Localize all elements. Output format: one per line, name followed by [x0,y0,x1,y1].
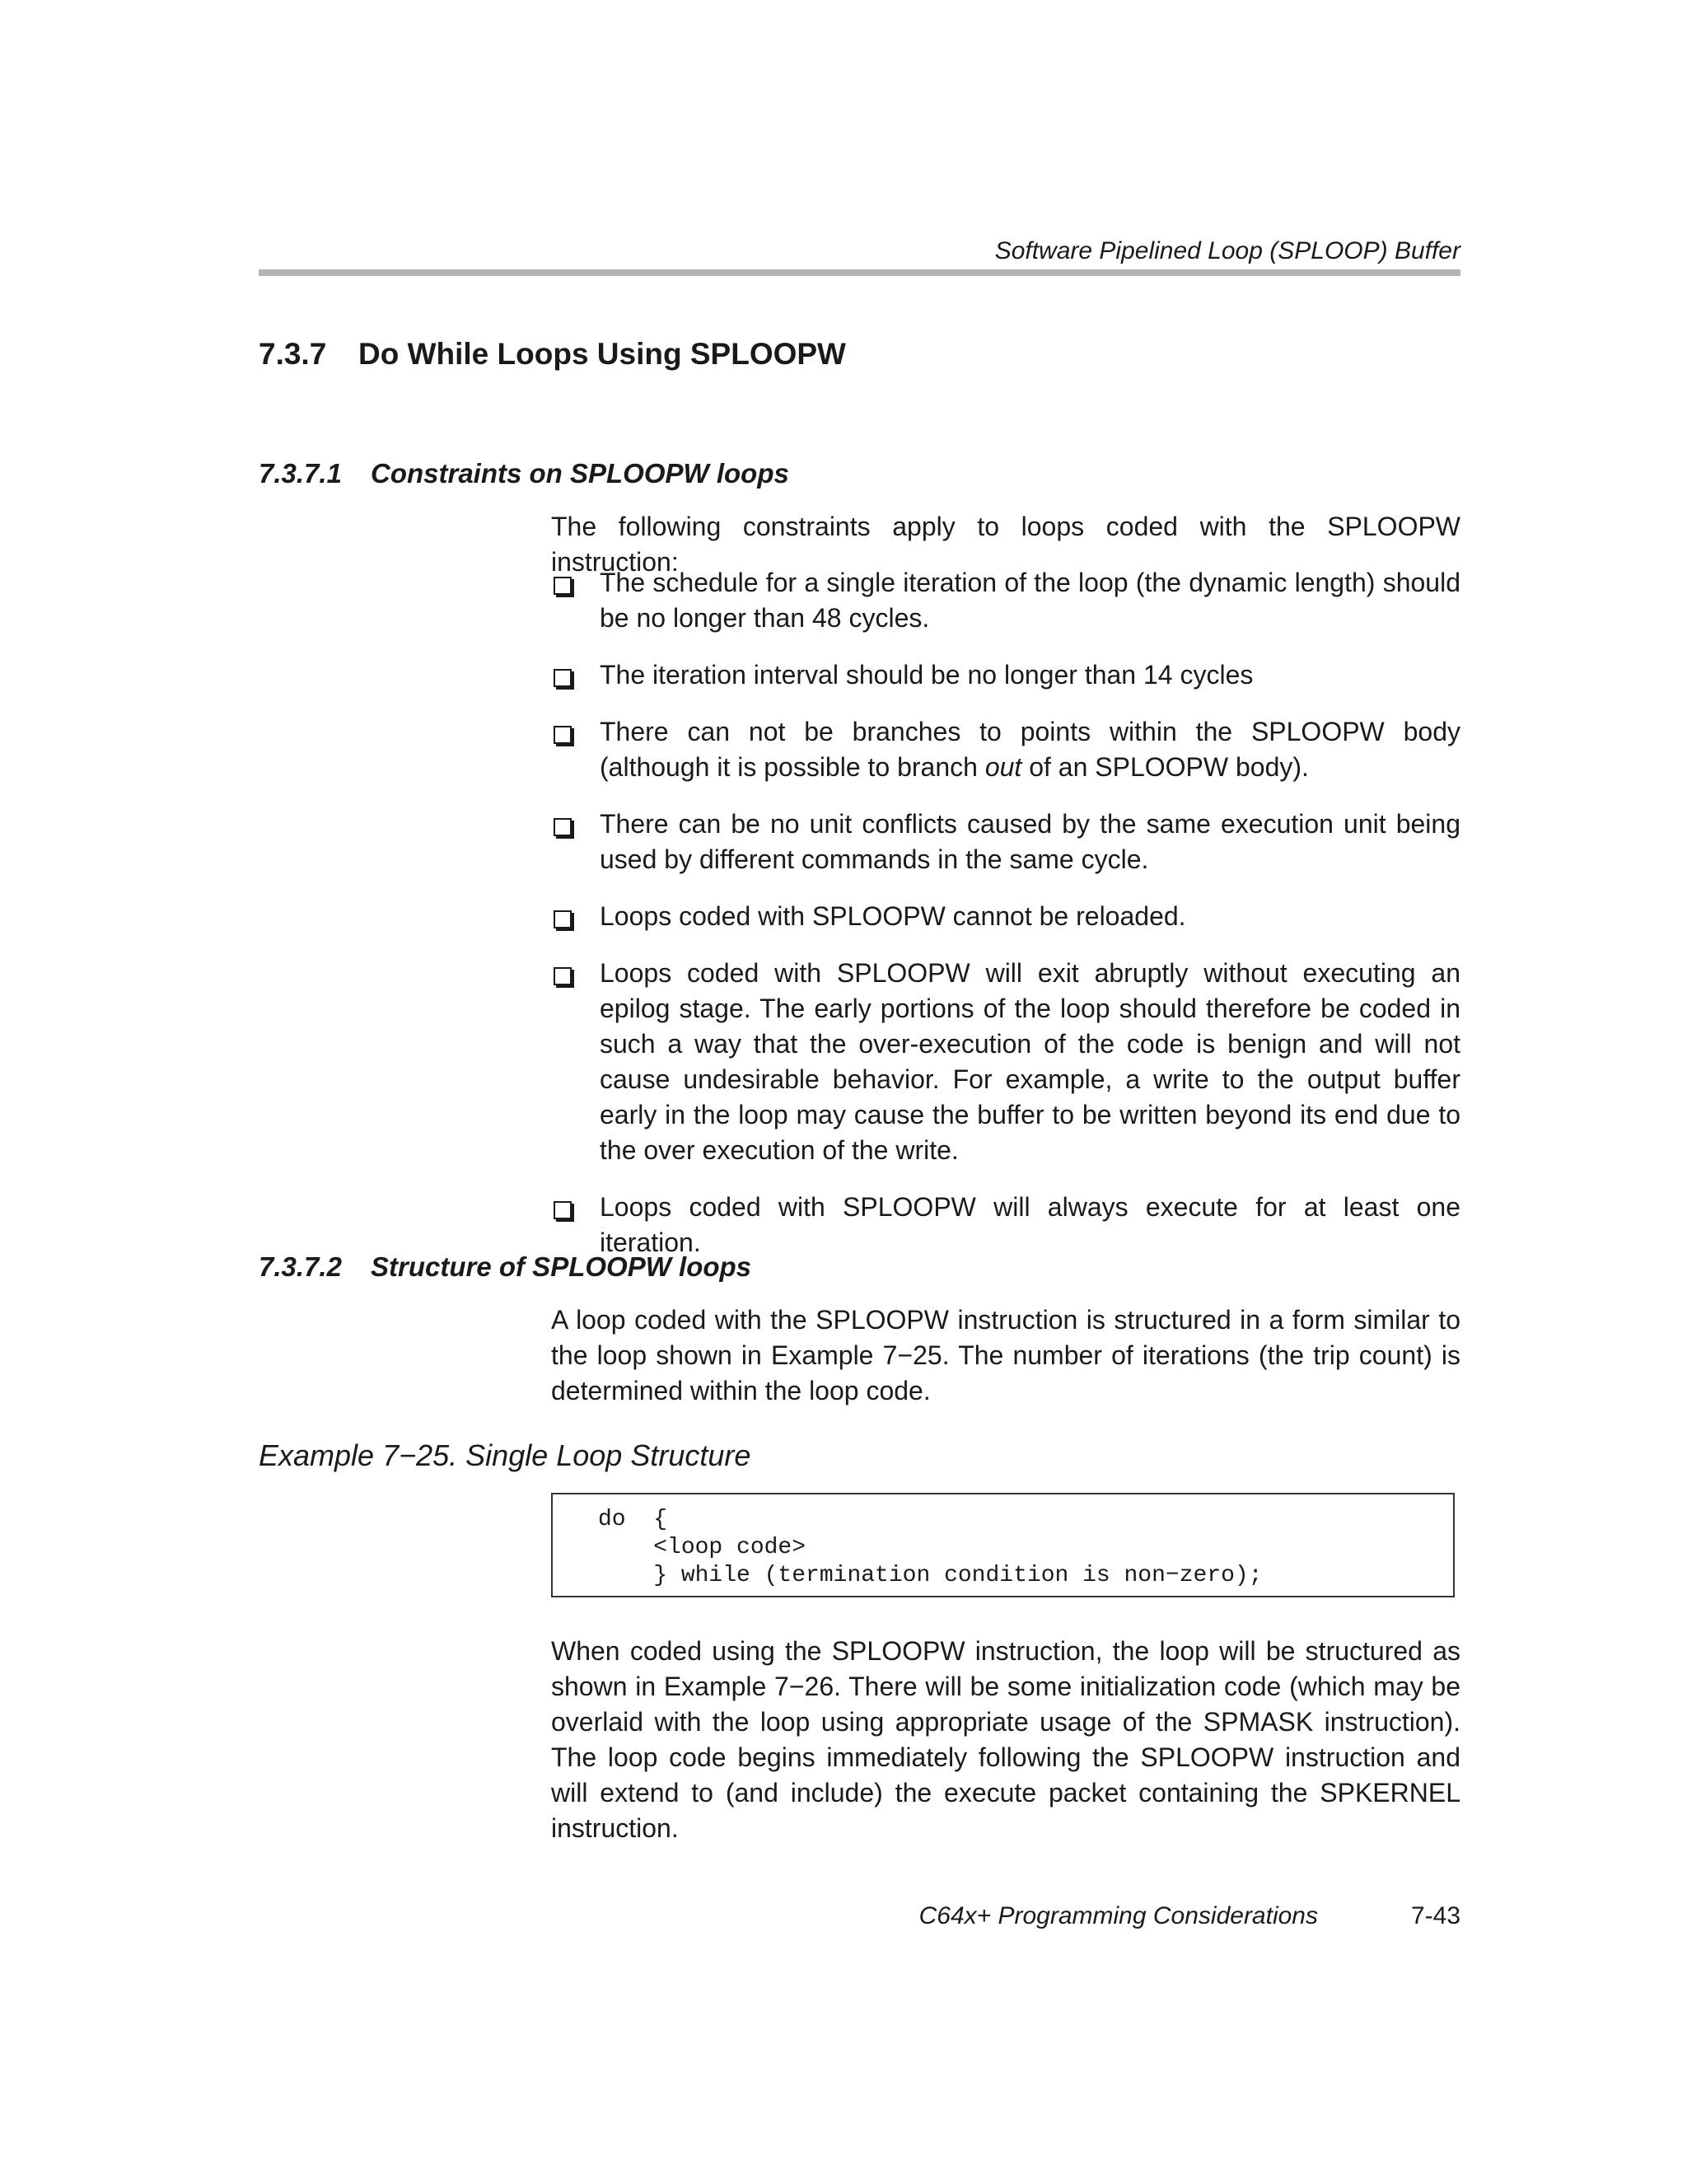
checkbox-bullet-icon [554,1201,572,1219]
closing-paragraph: When coded using the SPLOOPW instruction, the loop will be structured as shown in Example 7−26. There will be some initialization code (which may be overlaid with the loop using appropriate usage of the SPMASK instruction). The loop code begins immediately following the SPLOOPW instruction and will extend to (and include) the execute packet containing the SPKERNEL instruction. [551,1636,1460,1843]
list-item-text-before: There can not be branches to points within the SPLOOPW body (although it is possible to branch [600,717,1460,782]
constraints-list [551,565,1460,1282]
checkbox-bullet-icon [554,910,572,928]
list-item-text: There can be no unit conflicts caused by the same execution unit being used by different commands in the same cycle. [600,809,1460,874]
list-item [551,807,1460,877]
subsection-number: 7.3.7.1 [259,458,342,489]
code-line: do { [598,1507,668,1532]
checkbox-bullet-icon [554,818,572,836]
list-item [551,956,1460,1168]
list-item [551,899,1460,934]
list-item-text: The schedule for a single iteration of the loop (the dynamic length) should be no longer than 48 cycles. [600,568,1460,633]
code-line: <loop code> [598,1535,806,1560]
checkbox-bullet-icon [554,577,572,595]
page-number: 7-43 [1410,1902,1460,1929]
list-item [551,714,1460,785]
running-header: Software Pipelined Loop (SPLOOP) Buffer [994,237,1460,264]
subsection-title: Constraints on SPLOOPW loops [371,458,789,489]
checkbox-bullet-icon [554,726,572,744]
list-item-text: Loops coded with SPLOOPW will exit abruptly without executing an epilog stage. The early portions of the loop should therefore be coded in such a way that the over-execution of the code is benign and will not cause undesirable behavior. For example, a write to the output buffer early in the loop may cause the buffer to be written beyond its end due to the over execution of the write. [600,958,1460,1165]
example-caption: Example 7−25. Single Loop Structure [259,1438,751,1472]
structure-paragraph: A loop coded with the SPLOOPW instruction is structured in a form similar to the loop shown in Example 7−25. The number of iterations (the trip count) is determined within the loop code. [551,1305,1460,1405]
checkbox-bullet-icon [554,669,572,687]
code-line: } while (termination condition is non−zero); [598,1563,1263,1588]
list-item-text: The iteration interval should be no longer than 14 cycles [600,660,1254,690]
subsection-heading-structure [259,1249,751,1285]
list-item-text [600,717,1460,782]
section-number: 7.3.7 [259,337,327,371]
section-title: Do While Loops Using SPLOOPW [358,337,846,371]
subsection-title: Structure of SPLOOPW loops [371,1251,752,1282]
constraints-intro: The following constraints apply to loops coded with the SPLOOPW instruction: [551,512,1460,577]
list-item [551,565,1460,636]
list-item [551,657,1460,693]
code-block [551,1493,1455,1597]
list-item-emphasis: out [984,752,1022,782]
section-heading [259,334,846,375]
list-item-text: Loops coded with SPLOOPW cannot be reloaded. [600,901,1186,931]
list-item-text: Loops coded with SPLOOPW will always execute for at least one iteration. [600,1192,1460,1257]
header-rule [259,269,1460,276]
checkbox-bullet-icon [554,967,572,985]
subsection-number: 7.3.7.2 [259,1251,342,1282]
list-item-text-after: of an SPLOOPW body). [1021,752,1309,782]
subsection-heading-constraints [259,456,789,492]
footer-title: C64x+ Programming Considerations [918,1902,1318,1929]
